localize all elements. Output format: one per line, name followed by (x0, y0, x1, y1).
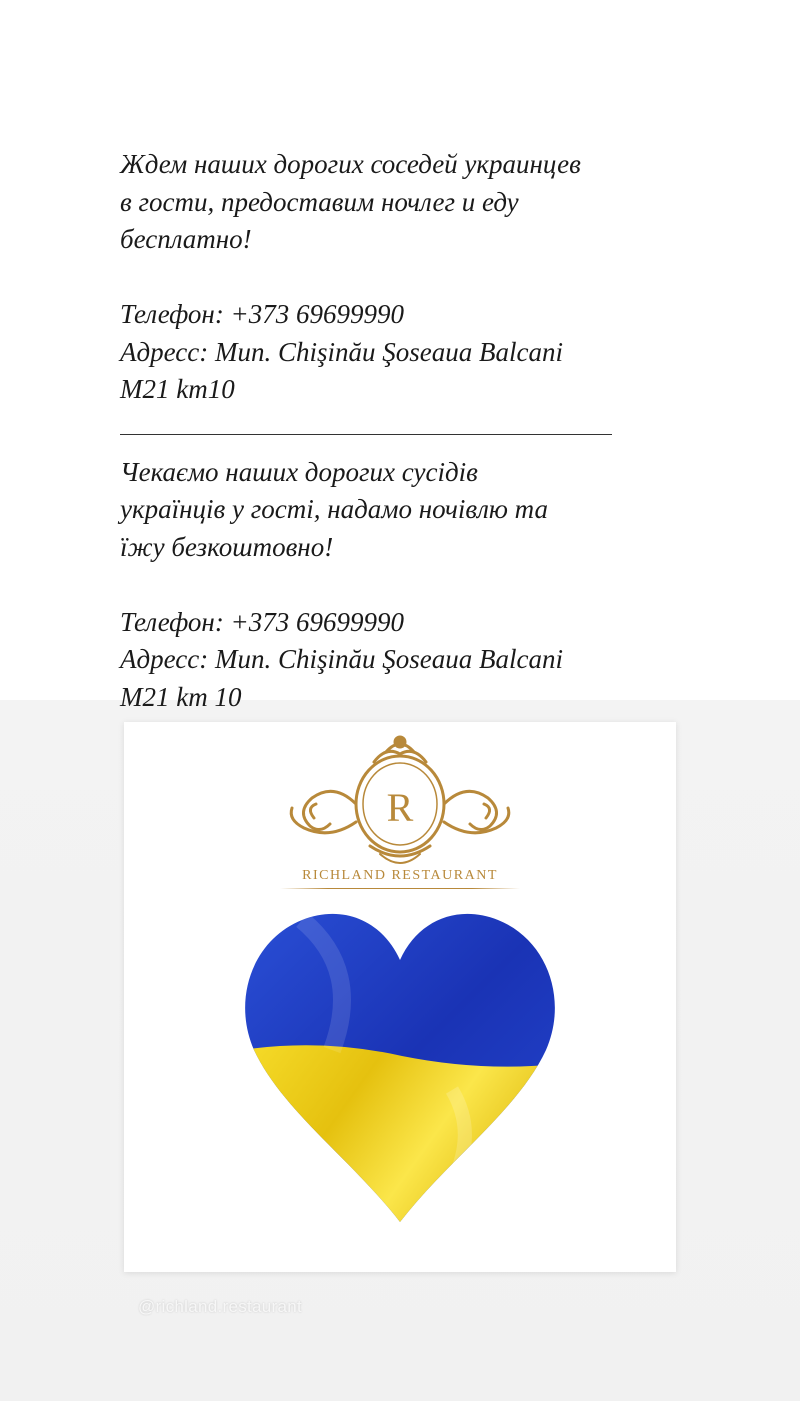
brand-name: RICHLAND RESTAURANT (302, 868, 498, 883)
ua-line-1: Чекаємо наших дорогих сусідів (120, 456, 478, 487)
ua-address-2: M21 km 10 (120, 681, 242, 712)
ua-line-2: українців у гості, надамо ночівлю та (120, 494, 548, 524)
ru-line-2: в гости, предоставим ночлег и еду (120, 186, 519, 217)
brand-underline (280, 888, 520, 889)
ua-phone: Телефон: +373 69699990 (120, 606, 405, 637)
ru-phone: Телефон: +373 69699990 (120, 299, 405, 329)
ru-address-1: Адресс: Mun. Chişinău Şoseaua Balcani (120, 336, 563, 367)
ua-address-1: Адресс: Mun. Chişinău Şoseaua Balcani (120, 644, 563, 674)
restaurant-post-card[interactable] (124, 722, 676, 1272)
logo-letter: R (386, 785, 414, 830)
ru-line-1: Ждем наших дорогих соседей украинцев (120, 149, 581, 179)
spacer (120, 566, 680, 604)
divider-line (120, 434, 612, 435)
ru-address-2: M21 km10 (120, 374, 235, 404)
ua-line-3: їжу безкоштовно! (120, 531, 334, 562)
spacer (120, 259, 680, 297)
ukraine-flag-heart-icon (242, 910, 558, 1222)
story-text (120, 146, 680, 716)
ru-line-3: бесплатно! (120, 224, 252, 254)
instagram-handle[interactable]: @richland.restaurant (138, 1297, 303, 1316)
